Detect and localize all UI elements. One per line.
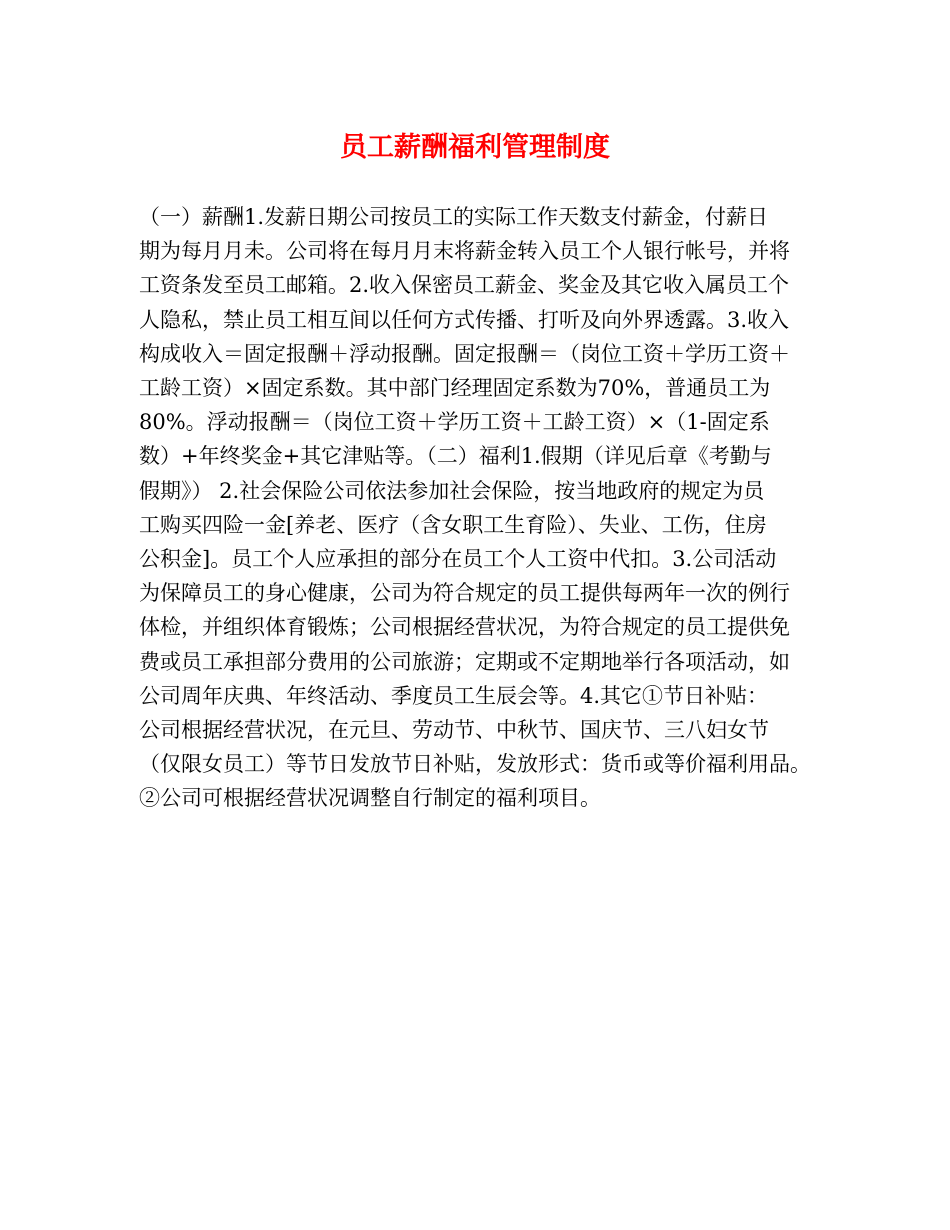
body-line: 工龄工资）×固定系数。其中部门经理固定系数为70%，普通员工为 (139, 376, 771, 401)
body-line: ②公司可根据经营状况调整自行制定的福利项目。 (139, 786, 601, 811)
document-title: 员工薪酬福利管理制度 (340, 132, 610, 163)
body-line: 为保障员工的身心健康，公司为符合规定的员工提供每两年一次的例行 (139, 581, 790, 606)
body-line: 数）+年终奖金+其它津贴等。（二）福利1.假期（详见后章《考勤与 (139, 444, 772, 469)
body-line: 公司根据经营状况，在元旦、劳动节、中秋节、国庆节、三八妇女节 (139, 718, 769, 743)
body-line: 公司周年庆典、年终活动、季度员工生辰会等。4.其它①节日补贴： (139, 683, 769, 708)
body-line: 工购买四险一金[养老、医疗（含女职工生育险）、失业、工伤，住房 (139, 512, 767, 537)
body-line: 假期》） 2.社会保险公司依法参加社会保险，按当地政府的规定为员 (139, 478, 765, 503)
body-line: 体检，并组织体育锻炼；公司根据经营状况，为符合规定的员工提供免 (139, 615, 790, 640)
body-line: 公积金]。员工个人应承担的部分在员工个人工资中代扣。3.公司活动 (139, 547, 777, 572)
body-line: （仅限女员工）等节日发放节日补贴，发放形式：货币或等价福利用品。 (139, 752, 811, 777)
body-line: 人隐私，禁止员工相互间以任何方式传播、打听及向外界透露。3.收入 (139, 307, 790, 332)
body-line: 期为每月月未。公司将在每月月末将薪金转入员工个人银行帐号，并将 (139, 239, 790, 264)
body-line: （一）薪酬1.发薪日期公司按员工的实际工作天数支付薪金，付薪日 (139, 205, 769, 229)
body-line: 构成收入＝固定报酬＋浮动报酬。固定报酬＝（岗位工资＋学历工资＋ (139, 341, 790, 366)
body-line: 80%。浮动报酬＝（岗位工资＋学历工资＋工龄工资）×（1-固定系 (139, 410, 770, 435)
body-line: 费或员工承担部分费用的公司旅游；定期或不定期地举行各项活动，如 (139, 649, 790, 674)
body-line: 工资条发至员工邮箱。2.收入保密员工薪金、奖金及其它收入属员工个 (139, 273, 790, 298)
document-body (139, 200, 839, 816)
